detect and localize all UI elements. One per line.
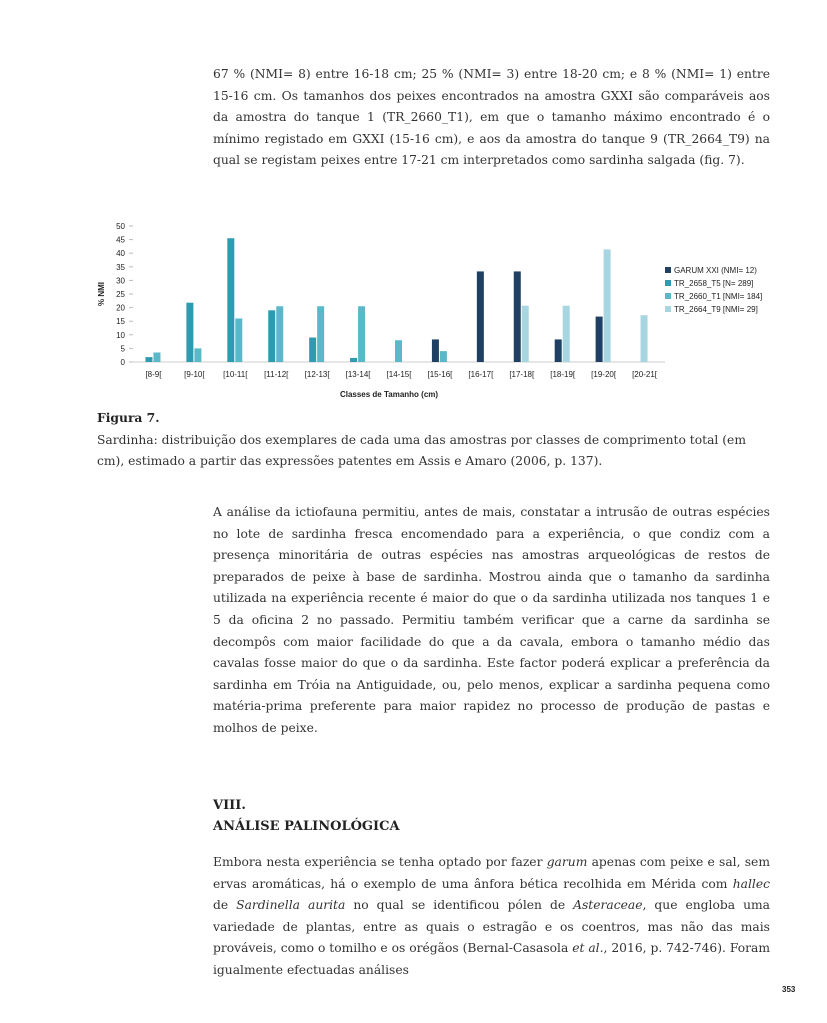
x-tick-label: [19-20[ bbox=[591, 370, 617, 379]
term: Asteraceae bbox=[573, 898, 643, 913]
bar-2-5 bbox=[358, 306, 365, 362]
x-tick-label: [10-11[ bbox=[223, 370, 248, 379]
figure-7-chart bbox=[80, 215, 780, 405]
y-tick-label: 25 bbox=[116, 290, 125, 299]
x-axis-label: Classes de Tamanho (cm) bbox=[339, 390, 439, 399]
term: garum bbox=[546, 855, 588, 869]
bar-1-2 bbox=[227, 238, 234, 362]
legend-entry: GARUM XXI (NMI= 12) bbox=[674, 266, 757, 275]
bar-0-8 bbox=[477, 271, 484, 362]
bar-1-0 bbox=[145, 357, 152, 362]
bar-2-1 bbox=[194, 348, 201, 362]
bar-0-9 bbox=[514, 271, 521, 362]
text: , que engloba uma variedade de plantas, entre as quais o estragão e os coentros, mas não das mais prováveis, como o tomilho e os orégãos (Bernal-Casasola bbox=[213, 898, 771, 956]
x-tick-label: [11-12[ bbox=[264, 370, 289, 379]
y-tick-label: 10 bbox=[116, 330, 125, 340]
bar-1-1 bbox=[186, 303, 193, 362]
figure-caption bbox=[97, 407, 770, 473]
legend-swatch bbox=[665, 293, 671, 299]
x-tick-label: [16-17[ bbox=[468, 370, 494, 379]
section-title: ANÁLISE PALINOLÓGICA bbox=[213, 819, 400, 834]
paragraph-2: A análise da ictiofauna permitiu, antes de mais, constatar a intrusão de outras espécies no lote de sardinha fresca encomendado para a experiência, o que condiz com a presença minoritária de outras espécies nas amostras arqueológicas de restos de preparados de peixe à base de sardinha. Mostrou ainda que o tamanho da sardinha utilizada na experiência recente é maior do que o da sardinha utilizada nos tanques 1 e 5 da oficina 2 no passado. Permitiu também verificar que a carne da sardinha se decompôs com maior facilidade do que a da cavala, embora o tamanho médio das cavalas fosse maior do que o da sardinha. Este factor poderá explicar a preferência da sardinha em Tróia na Antiguidade, ou, pelo menos, explicar a sardinha pequena como matéria-prima preferente para maior rapidez no processo de produção de pastas e molhos de peixe. bbox=[213, 505, 770, 735]
y-tick-label: 5 bbox=[120, 344, 125, 354]
bar-2-7 bbox=[440, 351, 447, 362]
figure-label: Figura 7. bbox=[97, 410, 160, 425]
y-tick-label: 50 bbox=[116, 222, 125, 231]
term: et al. bbox=[572, 941, 604, 956]
bar-2-4 bbox=[317, 306, 324, 362]
legend-entry: TR_2664_T9 [NMI= 29] bbox=[674, 305, 758, 314]
x-tick-label: [8-9[ bbox=[145, 370, 162, 379]
text: de bbox=[213, 898, 237, 913]
legend-swatch bbox=[665, 306, 671, 312]
text: no qual se identificou pólen de bbox=[345, 898, 574, 913]
bar-0-7 bbox=[432, 339, 439, 362]
term: Sardinella aurita bbox=[236, 898, 346, 913]
y-tick-label: 15 bbox=[116, 317, 125, 327]
legend-swatch bbox=[665, 280, 671, 286]
bar-2-0 bbox=[153, 352, 160, 362]
bar-3-12 bbox=[641, 315, 648, 362]
text: , 2016, p. 742-746). Foram igualmente efectuadas análises bbox=[213, 941, 771, 977]
paragraph-1: 67 % (NMI= 8) entre 16-18 cm; 25 % (NMI= 3) entre 18-20 cm; e 8 % (NMI= 1) entre 15-16 cm. Os tamanhos dos peixes encontrados na amostra GXXI são comparáveis aos da amostra do tanque 1 (TR_2660_T1), em que o tamanho máximo encontrado é o mínimo registado em GXXI (15-16 cm), e aos da amostra do tanque 9 (TR_2664_T9) na qual se registam peixes entre 17-21 cm interpretados como sardinha salgada (fig. 7). bbox=[213, 67, 770, 168]
legend-swatch bbox=[665, 267, 671, 273]
bar-0-11 bbox=[596, 317, 603, 362]
bar-1-5 bbox=[350, 358, 357, 362]
bar-3-10 bbox=[563, 306, 570, 362]
x-tick-label: [12-13[ bbox=[304, 370, 330, 379]
bar-0-10 bbox=[555, 339, 562, 362]
text: apenas com peixe e sal, sem ervas aromáticas, há o exemplo de uma ânfora bética recolhida em Mérida com bbox=[213, 855, 770, 891]
text: Embora nesta experiência se tenha optado por fazer bbox=[213, 855, 547, 869]
figure-caption-text: Sardinha: distribuição dos exemplares de cada uma das amostras por classes de comprimento total (em cm), estimado a partir das expressões patentes em Assis e Amaro (2006, p. 137). bbox=[97, 432, 746, 469]
x-tick-label: [15-16[ bbox=[427, 370, 453, 379]
legend-entry: TR_2658_T5 [N= 289] bbox=[674, 279, 754, 288]
legend-entry: TR_2660_T1 [NMI= 184] bbox=[674, 292, 763, 301]
bar-2-3 bbox=[276, 306, 283, 362]
bar-3-9 bbox=[522, 306, 529, 362]
x-tick-label: [9-10[ bbox=[184, 370, 205, 379]
y-tick-label: 20 bbox=[116, 303, 125, 313]
bar-1-4 bbox=[309, 338, 316, 362]
y-tick-label: 0 bbox=[120, 358, 125, 367]
section-heading bbox=[213, 795, 400, 837]
bar-3-11 bbox=[604, 249, 611, 362]
bar-1-3 bbox=[268, 310, 275, 362]
y-tick-label: 30 bbox=[116, 276, 125, 286]
x-tick-label: [13-14[ bbox=[345, 370, 371, 379]
y-tick-label: 35 bbox=[116, 262, 125, 272]
x-tick-label: [20-21[ bbox=[632, 370, 657, 379]
page-number: 353 bbox=[782, 985, 796, 994]
term: hallec bbox=[732, 876, 770, 891]
x-tick-label: [14-15[ bbox=[386, 370, 412, 379]
section-number: VIII. bbox=[213, 798, 246, 813]
y-tick-label: 40 bbox=[116, 249, 125, 259]
bar-2-2 bbox=[235, 318, 242, 362]
x-tick-label: [18-19[ bbox=[550, 370, 576, 379]
x-tick-label: [17-18[ bbox=[509, 370, 535, 379]
paragraph-3 bbox=[213, 852, 770, 982]
y-tick-label: 45 bbox=[116, 235, 125, 245]
y-axis-label: % NMI bbox=[97, 282, 106, 306]
bar-2-6 bbox=[395, 340, 402, 362]
